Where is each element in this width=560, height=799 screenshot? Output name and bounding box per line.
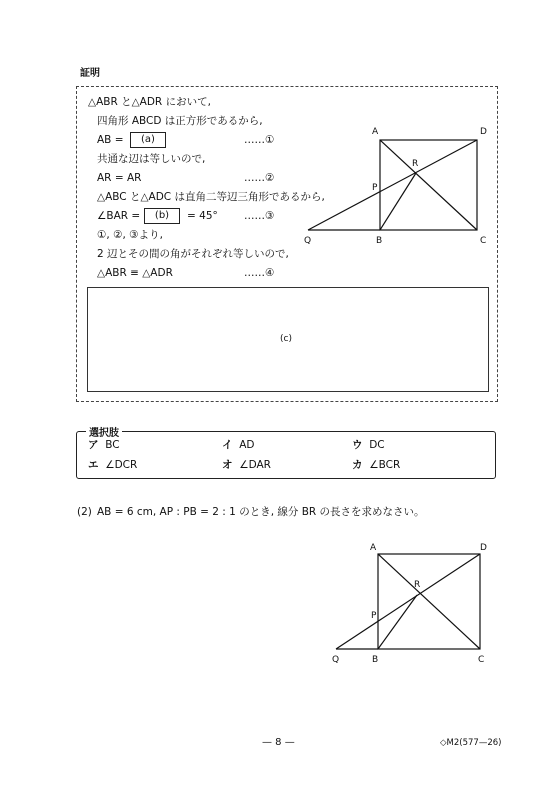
choice-i-kana: イ — [222, 439, 233, 451]
fig2-label-d: D — [480, 543, 487, 553]
choice-a[interactable] — [88, 439, 120, 451]
mark-4: ……④ — [244, 267, 275, 279]
question-number: (2) — [77, 506, 92, 518]
choice-o-kana: オ — [222, 459, 233, 471]
question-text: AB = 6 cm, AP : PB = 2 : 1 のとき, 線分 BR の長さを求めなさい。 — [97, 506, 425, 518]
choice-i-text: AD — [239, 439, 255, 451]
proof-line-1: △ABR と△ADR において, — [88, 96, 211, 108]
proof-line-6: △ABC と△ADC は直角二等辺三角形であるから, — [97, 191, 325, 203]
fig2-label-c: C — [478, 655, 485, 665]
choice-ka-kana: カ — [352, 459, 363, 471]
choice-a-kana: ア — [88, 439, 99, 451]
mark-2: ……② — [244, 172, 275, 184]
label-c: C — [480, 236, 487, 246]
square-figure-1 — [300, 118, 500, 248]
label-d: D — [480, 127, 487, 137]
choice-i[interactable] — [222, 439, 254, 451]
proof-line-4: 共通な辺は等しいので, — [97, 153, 206, 165]
square-figure-2 — [328, 536, 498, 666]
proof-line-7: ∠BAR = — [97, 210, 141, 222]
proof-line-7b: = 45° — [187, 210, 218, 222]
proof-line-2: 四角形 ABCD は正方形であるから, — [97, 115, 263, 127]
page-number: — 8 — — [262, 737, 295, 748]
blank-a[interactable]: (a) — [130, 132, 166, 148]
section-title: 証明 — [80, 68, 100, 79]
fig2-label-p: P — [371, 611, 377, 621]
proof-line-10: △ABR ≡ △ADR — [97, 267, 173, 279]
proof-line-9: 2 辺とその間の角がそれぞれ等しいので, — [97, 248, 289, 260]
fig2-label-r: R — [414, 580, 421, 590]
choice-ka[interactable] — [352, 459, 400, 471]
choices-title: 選択肢 — [86, 424, 122, 439]
proof-line-8: ①, ②, ③より, — [97, 229, 163, 241]
choice-e-kana: エ — [88, 459, 99, 471]
choice-e[interactable] — [88, 459, 137, 471]
choice-u-text: DC — [369, 439, 385, 451]
mark-1: ……① — [244, 134, 275, 146]
mark-3: ……③ — [244, 210, 275, 222]
choice-e-text: ∠DCR — [105, 459, 138, 471]
label-q: Q — [304, 236, 312, 246]
fig2-label-a: A — [370, 543, 377, 553]
proof-line-3: AB = — [97, 134, 124, 146]
proof-line-5: AR = AR — [97, 172, 142, 184]
fig2-label-q: Q — [332, 655, 340, 665]
blank-b[interactable]: (b) — [144, 208, 180, 224]
choice-ka-text: ∠BCR — [369, 459, 401, 471]
choice-o-text: ∠DAR — [239, 459, 271, 471]
choice-a-text: BC — [105, 439, 120, 451]
page-code: ◇M2(577—26) — [440, 738, 502, 748]
label-a: A — [372, 127, 379, 137]
choices-box — [76, 431, 496, 479]
label-b: B — [376, 236, 383, 246]
choice-o[interactable] — [222, 459, 271, 471]
choice-u-kana: ウ — [352, 439, 363, 451]
choice-u[interactable] — [352, 439, 385, 451]
label-p: P — [372, 183, 378, 193]
fig2-label-b: B — [372, 655, 379, 665]
label-r: R — [412, 159, 419, 169]
blank-c-label: (c) — [280, 334, 292, 344]
